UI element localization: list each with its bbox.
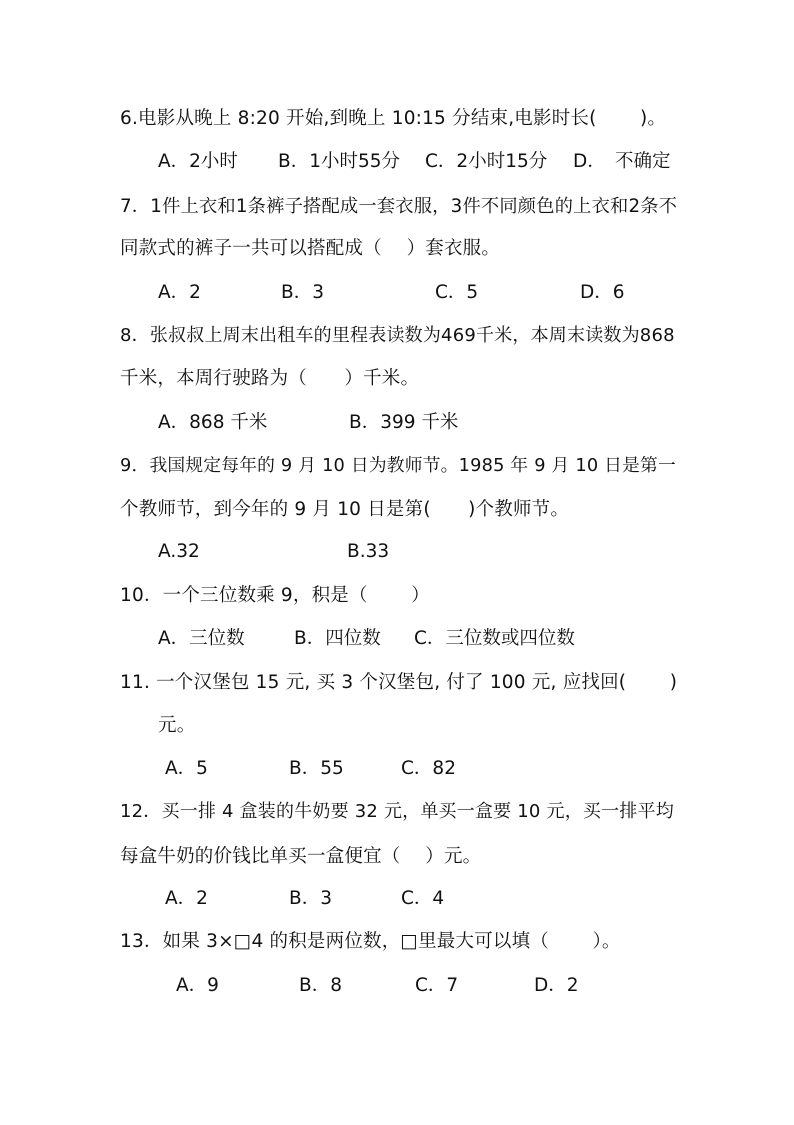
- q7-option-d: D．6: [580, 282, 625, 303]
- question-8-text-line2: 千米，本周行驶路为（ ）千米。: [120, 368, 420, 389]
- question-10-text: 10．一个三位数乘 9，积是（ ）: [120, 585, 430, 606]
- q10-option-c: C．三位数或四位数: [414, 628, 575, 649]
- q9-option-b: B.33: [347, 541, 390, 562]
- q10-option-b: B．四位数: [294, 628, 381, 649]
- q7-option-b: B．3: [281, 282, 324, 303]
- q12-option-b: B．3: [289, 888, 332, 909]
- q11-option-b: B．55: [289, 758, 344, 779]
- q13-option-a: A．9: [176, 975, 219, 996]
- q12-option-c: C．4: [401, 888, 445, 909]
- question-9-text-line1: 9．我国规定每年的 9 月 10 日为教师节。1985 年 9 月 10 日是第一: [120, 456, 676, 476]
- q11-option-c: C．82: [401, 758, 456, 779]
- question-12-text-line1: 12．买一排 4 盒装的牛奶要 32 元，单买一盒要 10 元，买一排平均: [120, 801, 674, 822]
- q13-option-d: D．2: [534, 975, 579, 996]
- q11-option-a: A．5: [165, 758, 208, 779]
- q6-option-c: C．2小时15分: [425, 151, 548, 172]
- question-9-text-line2: 个教师节，到今年的 9 月 10 日是第( )个教师节。: [120, 499, 570, 520]
- question-12-text-line2: 每盒牛奶的价钱比单买一盒便宜（ ）元。: [120, 846, 482, 867]
- q8-option-b: B．399 千米: [349, 412, 459, 433]
- q13-option-c: C．7: [415, 975, 459, 996]
- question-11-text-line2: 元。: [158, 715, 196, 736]
- q7-option-a: A．2: [158, 282, 201, 303]
- q6-option-b: B．1小时55分: [278, 151, 401, 172]
- question-7-text-line1: 7．1件上衣和1条裤子搭配成一套衣服，3件不同颜色的上衣和2条不: [120, 196, 678, 217]
- q12-option-a: A．2: [165, 888, 208, 909]
- question-8-text-line1: 8．张叔叔上周末出租车的里程表读数为469千米，本周末读数为868: [120, 325, 675, 346]
- q9-option-a: A.32: [158, 541, 200, 562]
- q13-option-b: B．8: [299, 975, 342, 996]
- q8-option-a: A．868 千米: [158, 412, 268, 433]
- q10-option-a: A．三位数: [158, 628, 245, 649]
- q7-option-c: C．5: [435, 282, 479, 303]
- question-6-text: 6.电影从晚上 8:20 开始,到晚上 10:15 分结束,电影时长( )。: [120, 108, 667, 129]
- q6-option-a: A．2小时: [158, 151, 238, 172]
- question-13-text: 13．如果 3×□4 的积是两位数，□里最大可以填（ ）。: [120, 931, 621, 952]
- q6-option-d: D． 不确定: [573, 151, 671, 172]
- question-7-text-line2: 同款式的裤子一共可以搭配成（ ）套衣服。: [120, 238, 501, 259]
- question-11-text-line1: 11. 一个汉堡包 15 元, 买 3 个汉堡包, 付了 100 元, 应找回( ): [120, 672, 678, 693]
